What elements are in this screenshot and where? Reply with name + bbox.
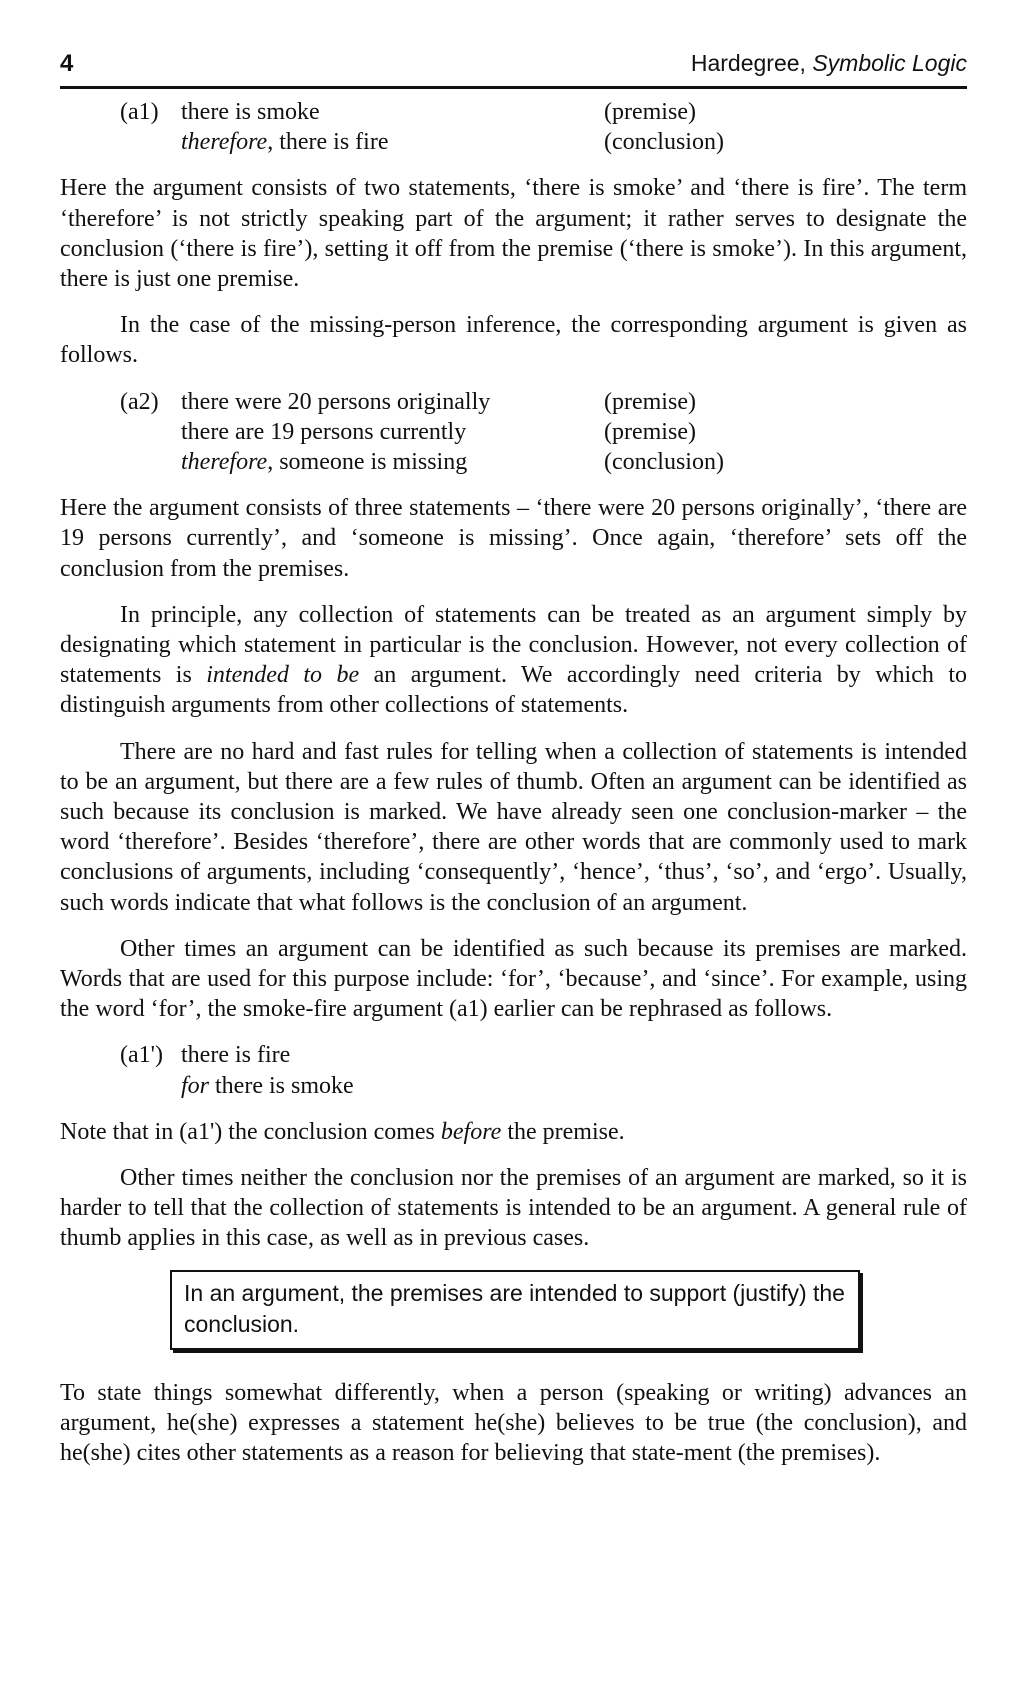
page-header [60,0,967,89]
example-a1 [60,97,967,157]
example-row [60,1071,967,1101]
statement: there were 20 persons originally [181,388,491,415]
paragraph: In the case of the missing-person inference, the corresponding argument is given as follows. [60,312,967,369]
emphasis: before [440,1118,502,1145]
example-row [60,127,967,157]
paragraph-text: Note that in (a1') the conclusion comes [60,1118,441,1145]
statement-text: , there is fire [267,129,389,156]
paragraph-text: the premise. [501,1118,625,1145]
paragraph: Here the argument consists of three statements – ‘there were 20 persons originally’, ‘there are 19 persons currently’, and ‘someone is missing’. Once again, ‘therefore’ sets off the conclusion from the premises. [60,495,967,582]
statement-role: (conclusion) [604,129,724,156]
paragraph-text: In principle, any collection of statements can be treated as an argument simply by designating which statement in particular is the conclusion. However, not every collection of statements is [60,601,967,689]
statement-text: there is smoke [209,1072,354,1099]
statement [181,1071,354,1101]
example-row [60,447,967,477]
paragraph [60,1117,967,1147]
document-page [60,0,967,1468]
page-number: 4 [60,50,74,77]
boxed-rule-wrap [60,1254,967,1364]
statement-role: (premise) [604,418,696,445]
statement-role: (conclusion) [604,448,724,475]
paragraph: Other times an argument can be identified as such because its premises are marked. Words that are used for this purpose include: ‘for’, ‘because’, and ‘since’. For example, using the word ‘for’, the smoke-fire argument (a1) earlier can be rephrased as follows. [60,935,967,1023]
example-label: (a2) [120,388,159,415]
paragraph: Other times neither the conclusion nor the premises of an argument are marked, so it is harder to tell that the collection of statements is intended to be an argument. A general rule of thumb applies in this case, as well as in previous cases. [60,1164,967,1252]
premise-marker: for [181,1072,210,1099]
statement: there are 19 persons currently [181,418,467,445]
statement: there is smoke [181,99,320,125]
boxed-rule: In an argument, the premises are intended to support (justify) the conclusion. [170,1270,860,1350]
conclusion-marker: therefore [181,129,268,156]
statement-text: , someone is missing [267,448,468,475]
conclusion-marker: therefore [181,448,268,475]
paragraph: There are no hard and fast rules for telling when a collection of statements is intended to be an argument, but there are a few rules of thumb. Often an argument can be identified as such because its conclusion is marked. We have already seen one conclusion-marker – the word ‘therefore’. Besides ‘therefore’, there are other words that are commonly used to mark conclusions of arguments, including ‘consequently’, ‘hence’, ‘thus’, ‘so’, and ‘ergo’. Usually, such words indicate that what follows is the conclusion of an argument. [60,738,967,916]
paragraph [60,600,967,721]
running-head-title: Symbolic Logic [812,50,967,76]
example-row [60,417,967,447]
statement: there is fire [181,1042,291,1069]
example-a2 [60,387,967,478]
page-body [60,97,967,1468]
statement-role: (premise) [604,388,696,415]
example-row [60,1040,967,1070]
example-row [60,387,967,417]
paragraph: To state things somewhat differently, when a person (speaking or writing) advances an argument, he(she) expresses a statement he(she) believes to be true (the conclusion), and he(she) cites other statements as a reason for believing that state-ment (the premises). [60,1379,967,1466]
example-label: (a1) [120,99,159,125]
example-label: (a1') [120,1042,163,1069]
statement [181,447,467,477]
statement [181,127,388,157]
running-head [691,50,967,77]
example-a1-prime [60,1040,967,1100]
running-head-author: Hardegree, [690,50,813,76]
statement-role: (premise) [604,99,696,125]
emphasis: intended to be [206,662,360,689]
paragraph-text: an argument. We accordingly need criteria by which to distinguish arguments from other collections of statements. [60,662,967,719]
paragraph: Here the argument consists of two statements, ‘there is smoke’ and ‘there is fire’. The term ‘therefore’ is not strictly speaking part of the argument; it rather serves to designate the conclusion (‘there is fire’), setting it off from the premise (‘there is smoke’). In this argument, there is just one premise. [60,175,967,292]
example-row [60,97,967,127]
